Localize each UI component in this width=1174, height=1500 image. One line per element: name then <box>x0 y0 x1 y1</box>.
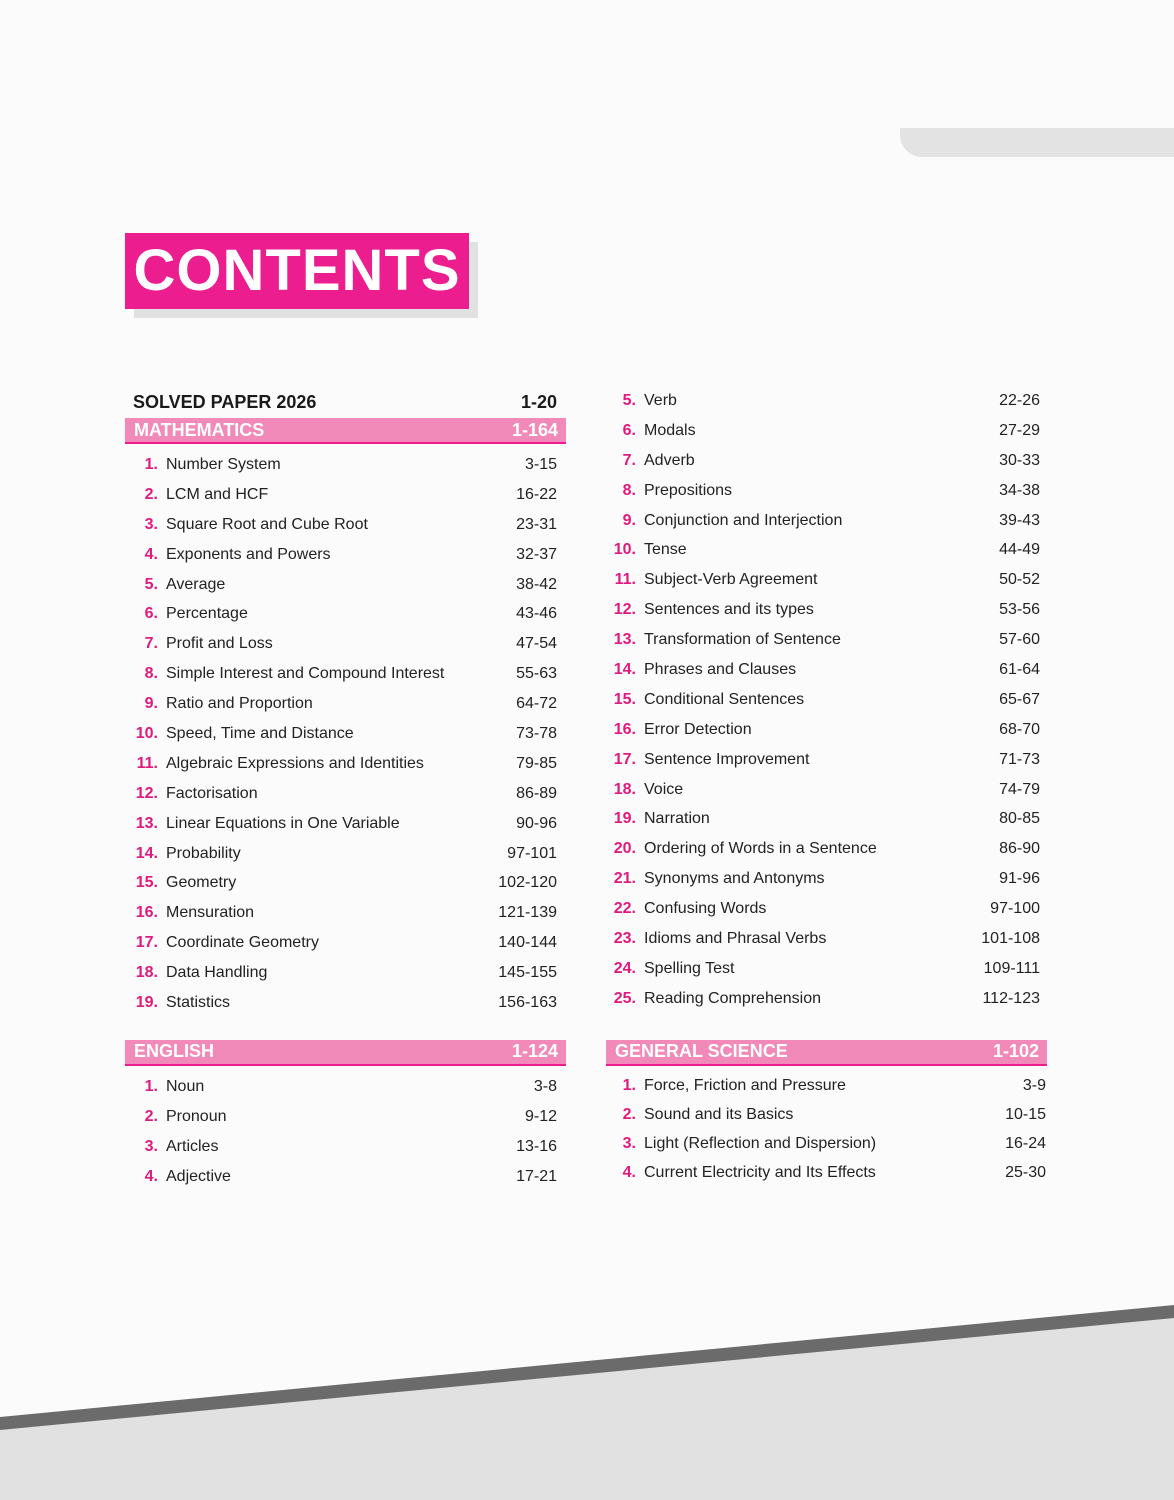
entry-number: 1. <box>144 1077 158 1095</box>
entry-pages: 43-46 <box>516 605 557 623</box>
entry-number: 3. <box>144 515 158 533</box>
toc-entry[interactable] <box>125 749 566 779</box>
entry-title: Prepositions <box>644 481 733 499</box>
toc-entry[interactable] <box>125 839 566 869</box>
entry-pages: 27-29 <box>999 421 1040 439</box>
toc-entry[interactable] <box>606 954 1047 984</box>
entry-number: 4. <box>144 545 158 563</box>
entry-title: Voice <box>644 780 684 798</box>
entry-pages: 16-22 <box>516 485 557 503</box>
entry-number: 2. <box>622 1106 636 1124</box>
toc-entry[interactable] <box>125 570 566 600</box>
section-pages: 1-102 <box>992 1041 1039 1062</box>
entry-number: 9. <box>144 695 158 713</box>
entry-pages: 3-9 <box>1022 1077 1046 1095</box>
entry-number: 22. <box>613 900 636 918</box>
toc-entry[interactable] <box>125 1072 566 1102</box>
entry-title: Simple Interest and Compound Interest <box>166 665 445 683</box>
toc-entry[interactable] <box>606 685 1047 715</box>
bottom-band-dark <box>0 1305 1174 1430</box>
entry-pages: 32-37 <box>516 545 557 563</box>
entry-title: Light (Reflection and Dispersion) <box>644 1135 877 1153</box>
entry-pages: 57-60 <box>999 631 1040 649</box>
entry-title: Pronoun <box>166 1107 227 1125</box>
entry-pages: 47-54 <box>516 635 557 653</box>
entry-pages: 61-64 <box>999 660 1040 678</box>
entry-pages: 39-43 <box>999 511 1040 529</box>
entry-pages: 17-21 <box>516 1167 557 1185</box>
toc-entry[interactable] <box>125 629 566 659</box>
entry-number: 15. <box>135 874 158 892</box>
entry-pages: 91-96 <box>999 870 1040 888</box>
entry-pages: 140-144 <box>498 934 557 952</box>
entry-number: 14. <box>613 660 636 678</box>
toc-entry[interactable] <box>125 898 566 928</box>
entry-title: Probability <box>166 844 241 862</box>
entry-title: Modals <box>644 421 696 439</box>
toc-entry[interactable] <box>125 480 566 510</box>
entry-title: Sentences and its types <box>644 601 814 619</box>
entry-title: Phrases and Clauses <box>644 660 797 678</box>
entry-pages: 80-85 <box>999 810 1040 828</box>
toc-entry[interactable] <box>125 958 566 988</box>
entry-number: 19. <box>135 993 158 1011</box>
toc-entry[interactable] <box>125 719 566 749</box>
toc-entry[interactable] <box>125 1102 566 1132</box>
entry-number: 14. <box>135 844 158 862</box>
right-column <box>606 386 1047 1188</box>
entry-number: 8. <box>144 665 158 683</box>
section-pages: 1-164 <box>511 419 558 440</box>
entry-pages: 55-63 <box>516 665 557 683</box>
title-block <box>125 233 469 309</box>
english-list-part1 <box>125 1072 566 1192</box>
entry-pages: 90-96 <box>516 814 557 832</box>
toc-entry[interactable] <box>606 506 1047 536</box>
entry-number: 8. <box>622 481 636 499</box>
entry-pages: 97-100 <box>990 900 1040 918</box>
entry-title: Statistics <box>166 993 231 1011</box>
entry-number: 25. <box>613 989 636 1007</box>
entry-pages: 22-26 <box>999 391 1040 409</box>
entry-pages: 13-16 <box>516 1137 557 1155</box>
entry-number: 9. <box>622 511 636 529</box>
english-header <box>125 1040 566 1066</box>
entry-number: 18. <box>135 964 158 982</box>
entry-title: Error Detection <box>644 720 752 738</box>
left-column <box>125 386 566 1191</box>
entry-pages: 10-15 <box>1005 1106 1046 1124</box>
entry-number: 15. <box>613 690 636 708</box>
toc-entry[interactable] <box>606 1072 1047 1101</box>
entry-number: 10. <box>613 541 636 559</box>
entry-title: Speed, Time and Distance <box>166 724 354 742</box>
mathematics-header <box>125 418 566 444</box>
bottom-band-light <box>0 1318 1174 1500</box>
entry-pages: 121-139 <box>498 904 557 922</box>
entry-pages: 3-8 <box>533 1077 557 1095</box>
entry-pages: 145-155 <box>498 964 557 982</box>
entry-pages: 71-73 <box>999 750 1040 768</box>
entry-number: 3. <box>622 1135 636 1153</box>
entry-number: 16. <box>613 720 636 738</box>
entry-title: Sentence Improvement <box>644 750 810 768</box>
entry-number: 17. <box>135 934 158 952</box>
toc-entry[interactable] <box>125 779 566 809</box>
entry-title: Ordering of Words in a Sentence <box>644 840 877 858</box>
toc-entry[interactable] <box>125 988 566 1018</box>
entry-title: Average <box>166 575 226 593</box>
entry-pages: 25-30 <box>1005 1164 1046 1182</box>
entry-pages: 64-72 <box>516 695 557 713</box>
entry-number: 5. <box>144 575 158 593</box>
toc-entry[interactable] <box>606 924 1047 954</box>
toc-entry[interactable] <box>125 689 566 719</box>
entry-title: Verb <box>644 391 677 409</box>
entry-title: Idioms and Phrasal Verbs <box>644 929 827 947</box>
section-title: MATHEMATICS <box>134 419 265 440</box>
entry-pages: 102-120 <box>498 874 557 892</box>
toc-entry[interactable] <box>606 715 1047 745</box>
entry-number: 23. <box>613 929 636 947</box>
toc-entry[interactable] <box>125 928 566 958</box>
toc-entry[interactable] <box>606 745 1047 775</box>
entry-pages: 73-78 <box>516 724 557 742</box>
top-tab-decoration <box>900 128 1174 157</box>
entry-pages: 79-85 <box>516 754 557 772</box>
toc-entry[interactable] <box>125 809 566 839</box>
entry-number: 19. <box>613 810 636 828</box>
entry-number: 6. <box>622 421 636 439</box>
entry-pages: 44-49 <box>999 541 1040 559</box>
entry-title: Synonyms and Antonyms <box>644 870 825 888</box>
section-pages: 1-124 <box>511 1041 558 1062</box>
entry-number: 4. <box>144 1167 158 1185</box>
english-list-part2 <box>606 386 1047 1014</box>
entry-pages: 34-38 <box>999 481 1040 499</box>
entry-title: Exponents and Powers <box>166 545 331 563</box>
entry-pages: 65-67 <box>999 690 1040 708</box>
entry-number: 12. <box>135 784 158 802</box>
entry-title: Noun <box>166 1077 205 1095</box>
entry-title: Mensuration <box>166 904 255 922</box>
toc-entry[interactable] <box>125 599 566 629</box>
entry-title: Adjective <box>166 1167 231 1185</box>
entry-number: 12. <box>613 601 636 619</box>
entry-number: 1. <box>622 1077 636 1095</box>
entry-title: Percentage <box>166 605 248 623</box>
entry-title: Conjunction and Interjection <box>644 511 843 529</box>
entry-title: Subject-Verb Agreement <box>644 571 818 589</box>
toc-entry[interactable] <box>606 1130 1047 1159</box>
toc-entry[interactable] <box>606 655 1047 685</box>
toc-entry[interactable] <box>606 416 1047 446</box>
toc-entry[interactable] <box>606 1159 1047 1188</box>
entry-number: 21. <box>613 870 636 888</box>
toc-entry[interactable] <box>125 868 566 898</box>
entry-pages: 86-90 <box>999 840 1040 858</box>
entry-number: 4. <box>622 1164 636 1182</box>
entry-title: Square Root and Cube Root <box>166 515 368 533</box>
solved-paper-pages: 1-20 <box>520 391 557 412</box>
toc-entry[interactable] <box>606 1101 1047 1130</box>
entry-pages: 112-123 <box>982 989 1040 1007</box>
toc-entry[interactable] <box>606 446 1047 476</box>
general-science-list <box>606 1072 1047 1188</box>
toc-entry[interactable] <box>606 804 1047 834</box>
entry-number: 17. <box>613 750 636 768</box>
entry-title: Narration <box>644 810 710 828</box>
entry-number: 13. <box>135 814 158 832</box>
toc-entry[interactable] <box>606 834 1047 864</box>
entry-pages: 50-52 <box>999 571 1040 589</box>
entry-number: 11. <box>136 754 158 772</box>
toc-entry[interactable] <box>125 450 566 480</box>
entry-title: Profit and Loss <box>166 635 273 653</box>
mathematics-list <box>125 450 566 1018</box>
entry-number: 18. <box>613 780 636 798</box>
entry-title: Factorisation <box>166 784 258 802</box>
entry-pages: 97-101 <box>507 844 557 862</box>
entry-title: Coordinate Geometry <box>166 934 319 952</box>
entry-title: LCM and HCF <box>166 485 269 503</box>
page-title: CONTENTS <box>125 233 469 309</box>
toc-entry[interactable] <box>125 659 566 689</box>
toc-entry[interactable] <box>606 864 1047 894</box>
entry-number: 16. <box>135 904 158 922</box>
toc-entry[interactable] <box>606 476 1047 506</box>
entry-title: Reading Comprehension <box>644 989 821 1007</box>
entry-title: Sound and its Basics <box>644 1106 794 1124</box>
toc-entry[interactable] <box>125 510 566 540</box>
entry-number: 10. <box>135 724 158 742</box>
toc-entry[interactable] <box>125 540 566 570</box>
entry-number: 5. <box>622 391 636 409</box>
entry-title: Adverb <box>644 451 695 469</box>
section-title: ENGLISH <box>134 1041 215 1062</box>
entry-title: Algebraic Expressions and Identities <box>166 754 424 772</box>
entry-title: Conditional Sentences <box>644 690 805 708</box>
entry-title: Confusing Words <box>644 900 767 918</box>
entry-number: 6. <box>144 605 158 623</box>
entry-pages: 30-33 <box>999 451 1040 469</box>
entry-pages: 38-42 <box>516 575 557 593</box>
entry-number: 24. <box>613 959 636 977</box>
general-science-header <box>606 1040 1047 1066</box>
entry-number: 3. <box>144 1137 158 1155</box>
entry-number: 11. <box>614 571 636 589</box>
toc-entry[interactable] <box>606 595 1047 625</box>
entry-number: 2. <box>144 1107 158 1125</box>
entry-number: 2. <box>144 485 158 503</box>
entry-pages: 156-163 <box>498 993 557 1011</box>
entry-title: Data Handling <box>166 964 268 982</box>
entry-pages: 23-31 <box>516 515 557 533</box>
entry-pages: 3-15 <box>524 455 557 473</box>
toc-entry[interactable] <box>606 625 1047 655</box>
entry-pages: 53-56 <box>999 601 1040 619</box>
entry-title: Ratio and Proportion <box>166 695 313 713</box>
entry-title: Force, Friction and Pressure <box>644 1077 846 1095</box>
entry-title: Spelling Test <box>644 959 735 977</box>
entry-title: Linear Equations in One Variable <box>166 814 400 832</box>
toc-entry[interactable] <box>606 386 1047 416</box>
solved-paper-label: SOLVED PAPER 2026 <box>133 391 317 412</box>
entry-pages: 16-24 <box>1005 1135 1046 1153</box>
entry-number: 20. <box>613 840 636 858</box>
entry-title: Number System <box>166 455 281 473</box>
toc-entry[interactable] <box>606 984 1047 1014</box>
toc-entry[interactable] <box>606 565 1047 595</box>
entry-pages: 86-89 <box>516 784 557 802</box>
entry-pages: 109-111 <box>983 959 1040 977</box>
toc-entry[interactable] <box>125 1132 566 1162</box>
toc-entry[interactable] <box>606 535 1047 565</box>
toc-entry[interactable] <box>606 894 1047 924</box>
entry-title: Transformation of Sentence <box>644 631 841 649</box>
toc-entry[interactable] <box>125 1162 566 1192</box>
entry-number: 13. <box>613 631 636 649</box>
entry-title: Tense <box>644 541 687 559</box>
solved-paper-row[interactable] <box>125 386 566 418</box>
entry-pages: 9-12 <box>524 1107 557 1125</box>
entry-title: Articles <box>166 1137 219 1155</box>
entry-title: Geometry <box>166 874 237 892</box>
entry-number: 1. <box>144 455 158 473</box>
entry-title: Current Electricity and Its Effects <box>644 1164 876 1182</box>
entry-number: 7. <box>144 635 158 653</box>
section-title: GENERAL SCIENCE <box>615 1041 788 1062</box>
toc-entry[interactable] <box>606 775 1047 805</box>
entry-pages: 101-108 <box>981 929 1040 947</box>
entry-pages: 68-70 <box>999 720 1040 738</box>
entry-number: 7. <box>622 451 636 469</box>
entry-pages: 74-79 <box>999 780 1040 798</box>
